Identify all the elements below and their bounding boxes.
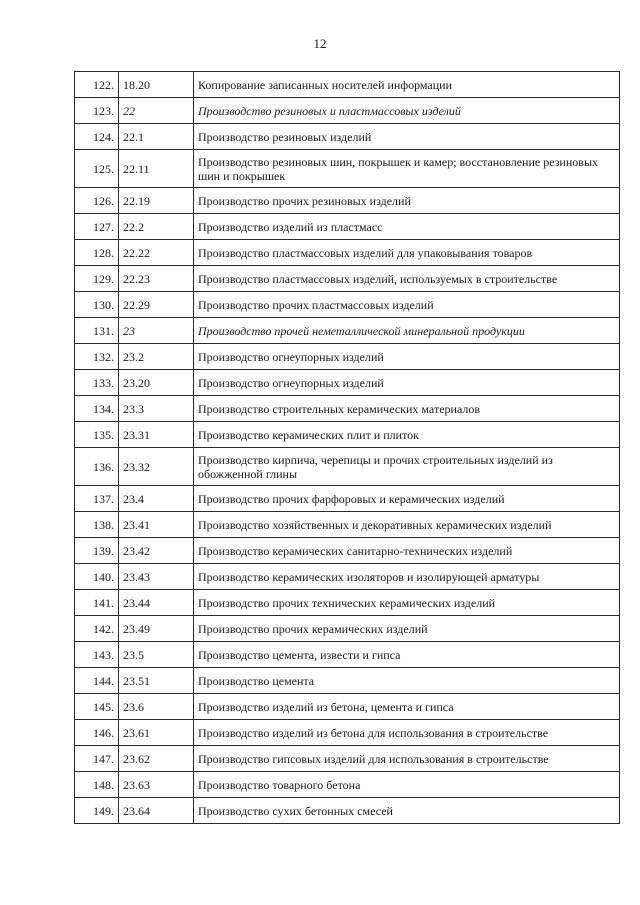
activity-code: 22.29 bbox=[119, 292, 194, 318]
activity-description: Производство прочей неметаллической минеральной продукции bbox=[194, 318, 620, 344]
table-row bbox=[75, 798, 620, 824]
row-number: 143. bbox=[75, 642, 119, 668]
table-row bbox=[75, 564, 620, 590]
activity-description: Производство прочих резиновых изделий bbox=[194, 188, 620, 214]
activity-description: Производство пластмассовых изделий для упаковывания товаров bbox=[194, 240, 620, 266]
activity-code: 23.41 bbox=[119, 512, 194, 538]
table-row bbox=[75, 642, 620, 668]
activity-description: Производство сухих бетонных смесей bbox=[194, 798, 620, 824]
activity-code: 23.51 bbox=[119, 668, 194, 694]
row-number: 146. bbox=[75, 720, 119, 746]
table-row bbox=[75, 746, 620, 772]
activity-description: Производство огнеупорных изделий bbox=[194, 370, 620, 396]
activity-description: Производство кирпича, черепицы и прочих строительных изделий из обожженной глины bbox=[194, 448, 620, 486]
activity-code: 23.4 bbox=[119, 486, 194, 512]
activity-code: 22.2 bbox=[119, 214, 194, 240]
row-number: 136. bbox=[75, 448, 119, 486]
table-row bbox=[75, 422, 620, 448]
row-number: 127. bbox=[75, 214, 119, 240]
row-number: 129. bbox=[75, 266, 119, 292]
activity-code: 22.19 bbox=[119, 188, 194, 214]
table-row bbox=[75, 124, 620, 150]
row-number: 145. bbox=[75, 694, 119, 720]
activity-code: 22.11 bbox=[119, 150, 194, 188]
activity-description: Производство резиновых и пластмассовых изделий bbox=[194, 98, 620, 124]
table-body bbox=[75, 72, 620, 824]
table-row bbox=[75, 150, 620, 188]
table-row bbox=[75, 772, 620, 798]
activity-description: Производство хозяйственных и декоративных керамических изделий bbox=[194, 512, 620, 538]
activity-description: Копирование записанных носителей информации bbox=[194, 72, 620, 98]
activity-code: 22 bbox=[119, 98, 194, 124]
activity-code: 23.44 bbox=[119, 590, 194, 616]
row-number: 133. bbox=[75, 370, 119, 396]
row-number: 134. bbox=[75, 396, 119, 422]
activity-code: 23.5 bbox=[119, 642, 194, 668]
table-row bbox=[75, 214, 620, 240]
table-row bbox=[75, 292, 620, 318]
activity-description: Производство прочих керамических изделий bbox=[194, 616, 620, 642]
row-number: 125. bbox=[75, 150, 119, 188]
activity-description: Производство керамических санитарно-технических изделий bbox=[194, 538, 620, 564]
table-row bbox=[75, 590, 620, 616]
row-number: 141. bbox=[75, 590, 119, 616]
activity-code: 23.62 bbox=[119, 746, 194, 772]
activity-code: 23.20 bbox=[119, 370, 194, 396]
page-number: 12 bbox=[313, 36, 327, 51]
activity-description: Производство изделий из пластмасс bbox=[194, 214, 620, 240]
table-row bbox=[75, 486, 620, 512]
activity-description: Производство изделий из бетона, цемента и гипса bbox=[194, 694, 620, 720]
activity-description: Производство гипсовых изделий для использования в строительстве bbox=[194, 746, 620, 772]
activity-description: Производство прочих технических керамических изделий bbox=[194, 590, 620, 616]
row-number: 131. bbox=[75, 318, 119, 344]
activity-code: 23.61 bbox=[119, 720, 194, 746]
row-number: 128. bbox=[75, 240, 119, 266]
activity-description: Производство изделий из бетона для использования в строительстве bbox=[194, 720, 620, 746]
table-row bbox=[75, 720, 620, 746]
row-number: 142. bbox=[75, 616, 119, 642]
row-number: 126. bbox=[75, 188, 119, 214]
activity-code: 22.23 bbox=[119, 266, 194, 292]
activity-description: Производство строительных керамических материалов bbox=[194, 396, 620, 422]
table-row bbox=[75, 344, 620, 370]
row-number: 122. bbox=[75, 72, 119, 98]
table-row bbox=[75, 512, 620, 538]
table-row bbox=[75, 538, 620, 564]
activity-code: 18.20 bbox=[119, 72, 194, 98]
activity-code: 23 bbox=[119, 318, 194, 344]
activity-code: 22.22 bbox=[119, 240, 194, 266]
table-row bbox=[75, 668, 620, 694]
row-number: 124. bbox=[75, 124, 119, 150]
activity-code: 23.32 bbox=[119, 448, 194, 486]
table-row bbox=[75, 72, 620, 98]
row-number: 138. bbox=[75, 512, 119, 538]
table-row bbox=[75, 240, 620, 266]
table-row bbox=[75, 98, 620, 124]
activity-description: Производство прочих пластмассовых изделий bbox=[194, 292, 620, 318]
row-number: 135. bbox=[75, 422, 119, 448]
row-number: 130. bbox=[75, 292, 119, 318]
activity-description: Производство огнеупорных изделий bbox=[194, 344, 620, 370]
row-number: 144. bbox=[75, 668, 119, 694]
activity-code: 23.43 bbox=[119, 564, 194, 590]
activity-code: 23.49 bbox=[119, 616, 194, 642]
activity-code: 23.42 bbox=[119, 538, 194, 564]
activity-description: Производство керамических изоляторов и изолирующей арматуры bbox=[194, 564, 620, 590]
activity-description: Производство цемента bbox=[194, 668, 620, 694]
row-number: 140. bbox=[75, 564, 119, 590]
activity-code: 23.63 bbox=[119, 772, 194, 798]
activity-code: 23.64 bbox=[119, 798, 194, 824]
table-row bbox=[75, 448, 620, 486]
table-row bbox=[75, 616, 620, 642]
activity-description: Производство керамических плит и плиток bbox=[194, 422, 620, 448]
row-number: 147. bbox=[75, 746, 119, 772]
activity-code: 23.6 bbox=[119, 694, 194, 720]
activity-description: Производство товарного бетона bbox=[194, 772, 620, 798]
row-number: 137. bbox=[75, 486, 119, 512]
activity-code: 23.3 bbox=[119, 396, 194, 422]
table-row bbox=[75, 188, 620, 214]
row-number: 148. bbox=[75, 772, 119, 798]
row-number: 132. bbox=[75, 344, 119, 370]
activity-code: 23.31 bbox=[119, 422, 194, 448]
activity-description: Производство прочих фарфоровых и керамических изделий bbox=[194, 486, 620, 512]
activity-description: Производство цемента, извести и гипса bbox=[194, 642, 620, 668]
activity-codes-table bbox=[74, 71, 620, 824]
table-row bbox=[75, 318, 620, 344]
activity-code: 23.2 bbox=[119, 344, 194, 370]
row-number: 149. bbox=[75, 798, 119, 824]
table-row bbox=[75, 266, 620, 292]
activity-description: Производство резиновых шин, покрышек и камер; восстановление резиновых шин и покрышек bbox=[194, 150, 620, 188]
activity-description: Производство резиновых изделий bbox=[194, 124, 620, 150]
table-row bbox=[75, 694, 620, 720]
activity-description: Производство пластмассовых изделий, используемых в строительстве bbox=[194, 266, 620, 292]
activity-code: 22.1 bbox=[119, 124, 194, 150]
table-row bbox=[75, 370, 620, 396]
row-number: 139. bbox=[75, 538, 119, 564]
row-number: 123. bbox=[75, 98, 119, 124]
table-row bbox=[75, 396, 620, 422]
